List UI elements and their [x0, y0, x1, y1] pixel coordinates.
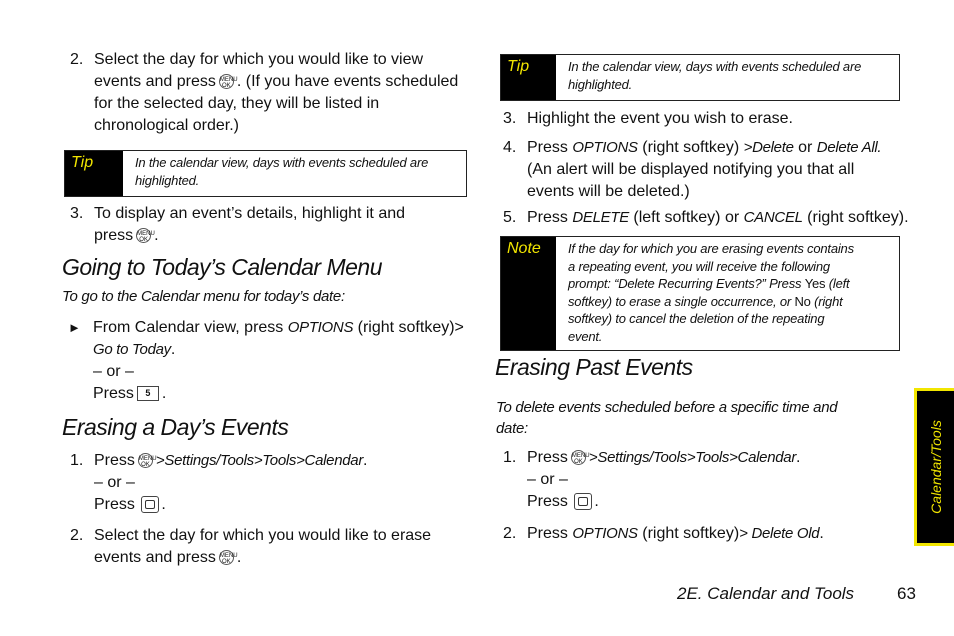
- menu-ok-key-icon: MENU OK: [136, 228, 151, 243]
- line: softkey) to cancel the deletion of the repeating: [568, 311, 825, 326]
- left-step-2: [70, 49, 470, 139]
- footer-page-number: 63: [897, 584, 916, 603]
- text: (right softkey): [357, 319, 455, 336]
- side-tab-inner: [917, 391, 954, 543]
- text: prompt: “Delete Recurring Events?” Press: [568, 276, 802, 291]
- text: .: [796, 449, 801, 466]
- line: [93, 317, 464, 339]
- text: .: [161, 496, 166, 513]
- five-key-icon: 5: [137, 386, 159, 401]
- step-text: [93, 317, 464, 405]
- tip-text: [556, 55, 873, 100]
- text: Press: [94, 452, 135, 469]
- line: date:: [496, 420, 528, 437]
- line: Select the day for which you would like to erase: [94, 527, 432, 544]
- today-steps: [68, 317, 468, 407]
- text: Press: [93, 385, 134, 402]
- text: .: [363, 452, 368, 469]
- text: >: [454, 319, 464, 336]
- line: highlighted.: [135, 172, 200, 188]
- text: press: [94, 227, 134, 244]
- step-number: 4.: [503, 139, 517, 156]
- text: . (If you have events scheduled: [236, 73, 459, 90]
- line: [568, 293, 854, 311]
- footer-section: 2E. Calendar and Tools: [677, 584, 855, 603]
- step-number: 3.: [503, 110, 517, 127]
- line: (An alert will be displayed notifying you that all: [527, 161, 855, 178]
- text: (right: [814, 293, 843, 309]
- or-line: – or –: [94, 474, 135, 491]
- side-tab-label: Calendar/Tools: [927, 420, 944, 514]
- text: Delete All.: [816, 139, 882, 156]
- day-step-2: [70, 525, 470, 571]
- menu-path: >Settings/Tools>Tools>Calendar: [155, 452, 364, 469]
- side-tab: [914, 388, 954, 546]
- line: In the calendar view, days with events scheduled are: [568, 59, 862, 74]
- step-number: 2.: [70, 51, 84, 68]
- step-text: [527, 523, 824, 545]
- line: a repeating event, you will receive the following: [568, 258, 830, 274]
- note-label: Note: [501, 237, 556, 350]
- text: > Delete Old: [739, 525, 820, 542]
- tip-box-right: [500, 54, 900, 101]
- right-step-4: [503, 137, 908, 203]
- heading-erasing-day: Erasing a Day’s Events: [62, 414, 289, 440]
- text: .: [236, 549, 242, 566]
- text: (right softkey).: [807, 209, 909, 226]
- line: In the calendar view, days with events scheduled are: [135, 155, 429, 170]
- line: [94, 225, 405, 247]
- line: [527, 137, 881, 159]
- text: Press: [94, 496, 135, 513]
- line: for the selected day, they will be listed in: [94, 95, 380, 112]
- step-text: [527, 207, 909, 229]
- text: .: [170, 341, 176, 358]
- left-step-3: [70, 203, 470, 249]
- tip-text: [123, 151, 440, 196]
- right-step-3: [503, 108, 903, 130]
- line: events will be deleted.): [527, 183, 690, 200]
- line: To delete events scheduled before a specific time and: [496, 399, 838, 416]
- menu-ok-key-icon: MENU OK: [138, 453, 153, 468]
- line: [94, 547, 431, 569]
- text: OPTIONS: [572, 525, 638, 542]
- text: Press: [527, 209, 568, 226]
- line: [94, 494, 367, 516]
- menu-path: >Settings/Tools>Tools>Calendar: [588, 449, 797, 466]
- menu-ok-key-icon: MENU OK: [571, 450, 586, 465]
- step-text: [527, 447, 800, 513]
- text: Yes: [804, 276, 826, 291]
- tip-box-left: [64, 150, 467, 197]
- step-number: 1.: [503, 449, 517, 466]
- text: DELETE: [572, 209, 629, 226]
- message-key-icon: [574, 493, 592, 510]
- line: [94, 71, 458, 93]
- step-number: 3.: [70, 205, 84, 222]
- or-line: – or –: [93, 363, 134, 380]
- menu-ok-key-icon: MENU OK: [219, 550, 234, 565]
- line: [93, 339, 464, 361]
- line: To display an event’s details, highlight it and: [94, 205, 406, 222]
- day-step-1: [70, 450, 470, 520]
- text: .: [161, 385, 167, 402]
- text: No: [794, 293, 811, 309]
- line: [527, 447, 800, 469]
- step-number: 5.: [503, 209, 517, 226]
- past-step-1: [503, 447, 903, 517]
- message-key-icon: [141, 496, 159, 513]
- text: CANCEL: [743, 209, 803, 226]
- text: OPTIONS: [287, 319, 354, 336]
- or-line: – or –: [527, 471, 568, 488]
- step-text: Highlight the event you wish to erase.: [527, 110, 793, 127]
- text: events and press: [94, 73, 216, 90]
- text: (left: [828, 276, 850, 291]
- text: (right softkey): [642, 525, 740, 542]
- text: Press: [527, 493, 568, 510]
- intro-past: [496, 397, 837, 439]
- text: Press: [527, 139, 568, 156]
- text: Go to Today: [93, 341, 171, 358]
- step-text: [94, 203, 405, 247]
- text: .: [154, 227, 159, 244]
- text: >Delete: [743, 139, 794, 156]
- intro-today: To go to the Calendar menu for today’s date:: [62, 288, 345, 305]
- line: event.: [568, 328, 603, 344]
- tip-label: Tip: [501, 55, 556, 100]
- text: or: [798, 139, 813, 156]
- text: From Calendar view, press: [93, 319, 284, 336]
- text: OPTIONS: [572, 139, 638, 156]
- bullet-arrow-icon: ►: [68, 320, 81, 335]
- text: .: [819, 525, 824, 542]
- tip-label: Tip: [65, 151, 123, 196]
- menu-ok-key-icon: MENU OK: [219, 74, 234, 89]
- note-box: [500, 236, 900, 351]
- line: [527, 491, 800, 513]
- text: (right softkey): [642, 139, 740, 156]
- step-text: [94, 49, 458, 137]
- past-step-2: [503, 523, 903, 545]
- text: softkey) to erase a single occurrence, or: [568, 293, 792, 309]
- line: [94, 450, 367, 472]
- note-text: [556, 237, 866, 350]
- step-text: [94, 525, 431, 569]
- line: chronological order.): [94, 117, 239, 134]
- text: .: [594, 493, 599, 510]
- line: [568, 275, 854, 293]
- heading-today-calendar: Going to Today’s Calendar Menu: [62, 254, 382, 280]
- heading-erasing-past: Erasing Past Events: [495, 354, 693, 380]
- step-text: [527, 137, 881, 203]
- line: If the day for which you are erasing events contains: [568, 241, 854, 256]
- line: [93, 383, 464, 405]
- line: Select the day for which you would like to view: [94, 51, 424, 68]
- line: highlighted.: [568, 76, 633, 92]
- step-number: 2.: [70, 527, 84, 544]
- text: events and press: [94, 549, 216, 566]
- text: Press: [527, 449, 568, 466]
- step-text: [94, 450, 367, 516]
- step-number: 2.: [503, 525, 517, 542]
- text: (left softkey) or: [633, 209, 740, 226]
- right-step-5: [503, 207, 913, 229]
- text: Press: [527, 525, 568, 542]
- step-number: 1.: [70, 452, 84, 469]
